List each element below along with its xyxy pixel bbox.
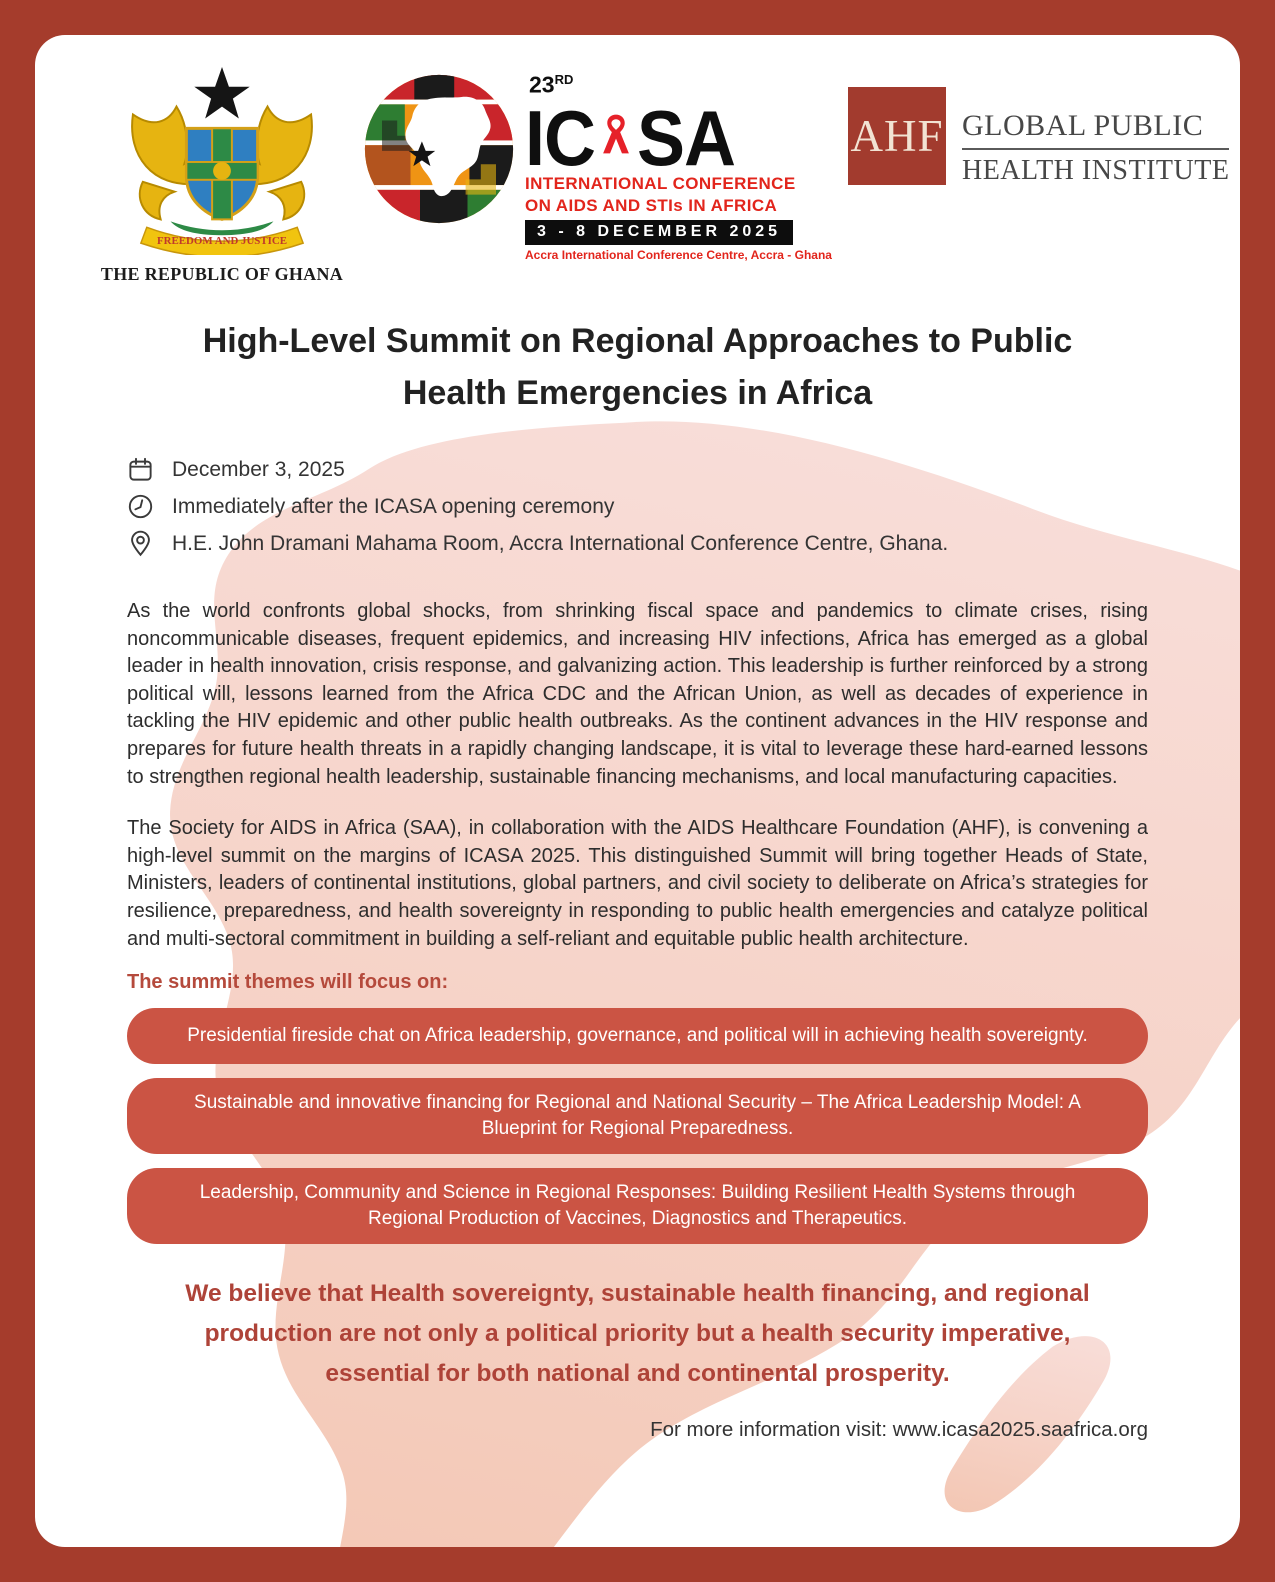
- belief-statement-line2: production are not only a political priority but a health security imperative,: [204, 1320, 1071, 1348]
- icasa-globe-icon: [363, 73, 515, 225]
- icasa-logo-block: [363, 73, 832, 262]
- icasa-edition: 23RD: [529, 71, 574, 98]
- event-date-text: December 3, 2025: [172, 457, 345, 481]
- red-aids-ribbon-icon: [593, 99, 639, 169]
- icasa-wordmark: [525, 73, 832, 262]
- theme-pill-2: Sustainable and innovative financing for Regional and National Security – The Africa Leadership Model: A Blueprint for Regional Preparedness.: [127, 1078, 1148, 1154]
- icasa-letters-left: IC: [525, 95, 595, 182]
- flyer-content: [35, 35, 1240, 1547]
- belief-statement-line1: We believe that Health sovereignty, sustainable health financing, and regional: [185, 1280, 1090, 1308]
- ghana-banner-text: FREEDOM AND JUSTICE: [157, 235, 287, 248]
- intro-paragraph: As the world confronts global shocks, from shrinking fiscal space and pandemics to climate crises, rising noncommunicable diseases, frequent epidemics, and increasing HIV infections, Africa has emerged as a global leader in health innovation, crisis response, and galvanizing action. This leadership is further reinforced by a strong political will, lessons learned from the Africa CDC and the African Union, as well as decades of experience in tackling the HIV epidemic and other public health outbreaks. As the continent advances in the HIV response and prepares for future health threats in a rapidly changing landscape, it is vital to leverage these hard-earned lessons to strengthen regional health leadership, sustainable financing mechanisms, and local manufacturing capacities.: [127, 600, 1148, 788]
- event-venue-row: [127, 525, 1148, 562]
- ahf-abbr: AHF: [850, 111, 944, 161]
- clock-icon: [127, 493, 154, 520]
- ahf-name-line1: GLOBAL PUBLIC: [962, 109, 1229, 150]
- icasa-dates-bar: 3 - 8 DECEMBER 2025: [525, 220, 793, 245]
- flyer-card: [35, 35, 1240, 1547]
- summit-paragraph: The Society for AIDS in Africa (SAA), in collaboration with the AIDS Healthcare Foundation (AHF), is convening a high-level summit on the margins of ICASA 2025. This distinguished Summit will bring together Heads of State, Ministers, leaders of continental institutions, global partners, and civil society to deliberate on Africa’s strategies for resilience, preparedness, and health sovereignty in responding to public health emergencies and catalyze political and multi-sectoral commitment in building a self-reliant and equitable public health architecture.: [127, 817, 1148, 950]
- icasa-line2: ON AIDS AND STIs IN AFRICA: [525, 195, 778, 215]
- page-title: [127, 315, 1148, 419]
- icasa-line1: INTERNATIONAL CONFERENCE: [525, 173, 796, 193]
- theme-pill-1: Presidential fireside chat on Africa leadership, governance, and political will in achieving health sovereignty.: [127, 1008, 1148, 1064]
- event-time-row: [127, 488, 1148, 525]
- icasa-letters-right: SA: [637, 95, 736, 182]
- calendar-icon: [127, 456, 154, 483]
- ahf-logo-block: [848, 87, 1230, 187]
- ghana-caption: THE REPUBLIC OF GHANA: [100, 264, 344, 284]
- page-title-line1: High-Level Summit on Regional Approaches to Public: [202, 322, 1073, 360]
- ahf-square-icon: [848, 87, 946, 185]
- belief-statement-line3: essential for both national and continental prosperity.: [325, 1360, 950, 1388]
- event-date-row: [127, 451, 1148, 488]
- location-pin-icon: [127, 530, 154, 557]
- event-details: [127, 451, 1148, 562]
- event-venue-text: H.E. John Dramani Mahama Room, Accra International Conference Centre, Ghana.: [172, 531, 949, 555]
- event-time-text: Immediately after the ICASA opening ceremony: [172, 494, 615, 518]
- page-title-line2: Health Emergencies in Africa: [402, 374, 873, 412]
- themes-heading: The summit themes will focus on:: [127, 971, 449, 994]
- ghana-logo-block: [97, 65, 347, 285]
- footer-info: For more information visit: www.icasa2025.saafrica.org: [650, 1418, 1148, 1442]
- belief-statement: [127, 1274, 1148, 1394]
- theme-pill-3: Leadership, Community and Science in Regional Responses: Building Resilient Health Systems through Regional Production of Vaccines, Diagnostics and Therapeutics.: [127, 1168, 1148, 1244]
- ghana-coat-of-arms-icon: [113, 65, 331, 255]
- icasa-venue: Accra International Conference Centre, Accra - Ghana: [525, 247, 832, 262]
- logo-header: [97, 35, 1230, 285]
- ahf-name-line2: HEALTH INSTITUTE: [961, 155, 1230, 186]
